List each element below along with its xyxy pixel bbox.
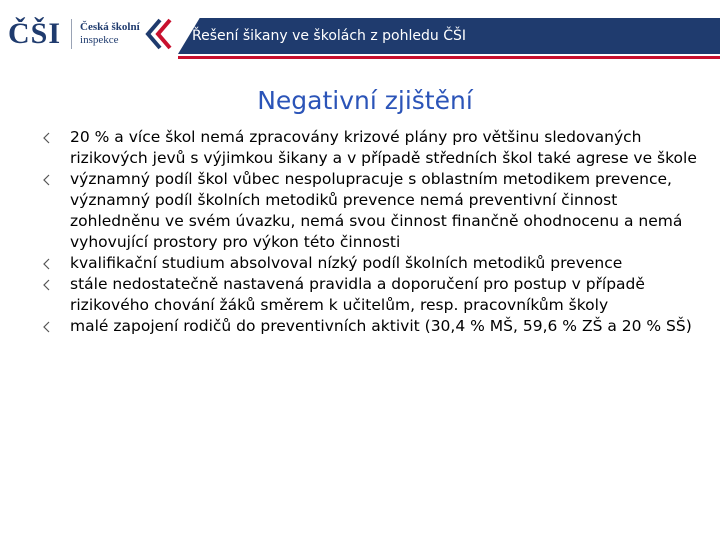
csi-logo xyxy=(8,14,140,54)
logo-text xyxy=(80,21,140,47)
logo-line-1: Česká školní xyxy=(80,21,140,33)
list-item-text: stále nedostatečně nastavená pravidla a doporučení pro postup v případě rizikového chování žáků směrem k učitelům, resp. pracovníkům školy xyxy=(70,275,645,314)
chevron-left-icon xyxy=(40,257,52,271)
chevron-left-icon xyxy=(40,278,52,292)
chevrons-decoration-icon xyxy=(138,14,178,54)
list-item-text: kvalifikační studium absolvoval nízký podíl školních metodiků prevence xyxy=(70,254,623,272)
list-item-text: 20 % a více škol nemá zpracovány krizové plány pro většinu sledovaných rizikových jevů s výjimkou šikany a v případě středních škol také agrese ve škole xyxy=(70,128,697,167)
chevron-left-icon xyxy=(40,320,52,334)
list-item-text: malé zapojení rodičů do preventivních aktivit (30,4 % MŠ, 59,6 % ZŠ a 20 % SŠ) xyxy=(70,317,692,335)
banner-red-stripe xyxy=(178,56,720,59)
list-item xyxy=(38,169,698,253)
list-item xyxy=(38,127,698,169)
findings-list xyxy=(38,127,698,337)
list-item xyxy=(38,253,698,274)
banner-title: Řešení šikany ve školách z pohledu ČŠI xyxy=(192,28,466,44)
list-item-text: významný podíl škol vůbec nespolupracuje s oblastním metodikem prevence, významný podíl školních metodiků prevence nemá preventivní činnost zohledněnu ve svém úvazku, nemá svou činnost finančně ohodnocenu a nemá vyhovující prostory pro výkon této činnosti xyxy=(70,170,683,251)
chevron-left-icon xyxy=(40,131,52,145)
chevron-left-icon xyxy=(40,173,52,187)
page-title: Negativní zjištění xyxy=(257,86,473,115)
list-item xyxy=(38,274,698,316)
logo-divider xyxy=(71,19,72,49)
slide-header xyxy=(0,0,720,68)
logo-mark: ČŠI xyxy=(8,17,62,50)
logo-line-2: inspekce xyxy=(80,34,119,46)
list-item xyxy=(38,316,698,337)
